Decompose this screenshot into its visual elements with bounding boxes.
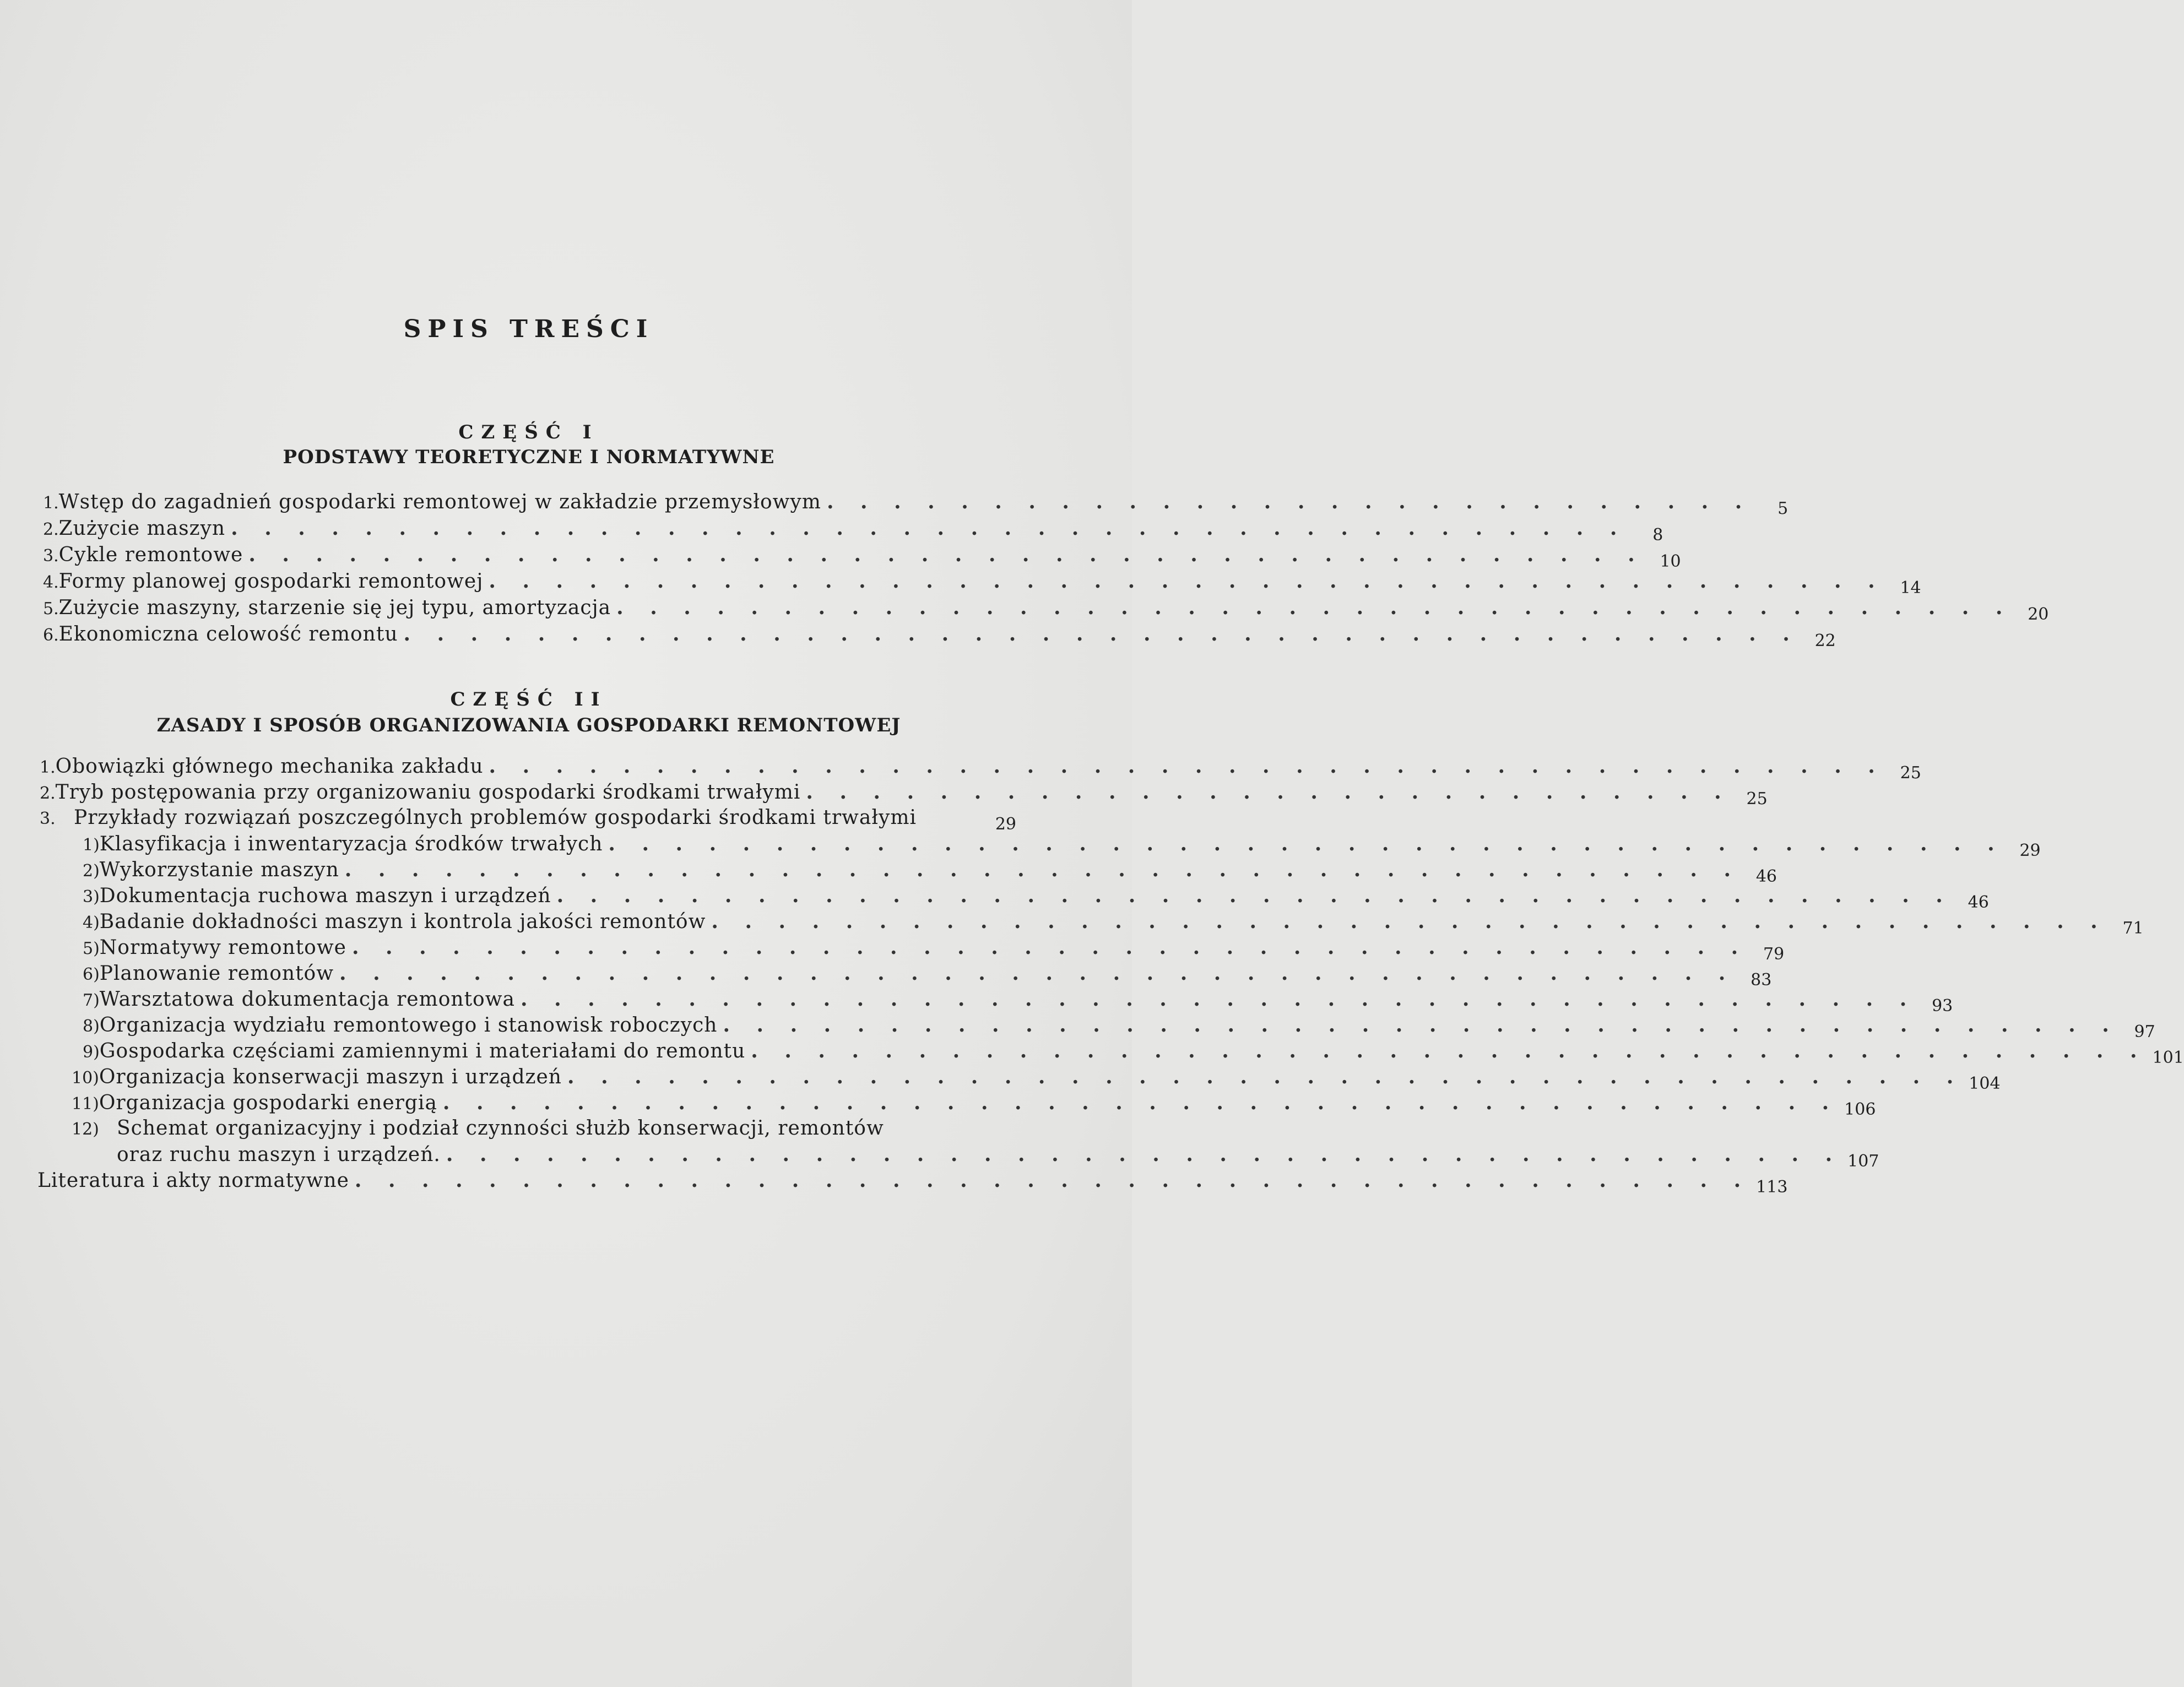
dot-leader: . . . . . . . . . . . . . . . . . . . . . . . . . . . .: [826, 490, 1752, 513]
entry-label: Cykle remontowe: [58, 544, 243, 566]
part1-title: PODSTAWY TEORETYCZNE I NORMATYWNE: [283, 446, 775, 468]
toc-entry[interactable]: [43, 568, 1921, 598]
toc-entry[interactable]: [43, 621, 1836, 650]
entry-label: Formy planowej gospodarki remontowej: [58, 570, 484, 593]
entry-page: 22: [1814, 631, 1836, 650]
entry-page: 106: [1844, 1100, 1876, 1119]
entry-number: 2): [83, 861, 100, 881]
entry-number: 7): [83, 991, 100, 1010]
dot-leader: . . . . . . . . . . . . . . . . . . . . . . . . . . . . . . . . . . . . . . . . . .: [446, 1143, 1842, 1166]
entry-page: 20: [2028, 605, 2049, 624]
entry-page: 104: [1969, 1074, 2001, 1093]
toc-entry[interactable]: [43, 541, 1681, 571]
entry-page: 29: [2019, 841, 2041, 860]
entry-page: 5: [1777, 499, 1789, 518]
dot-leader: . . . . . . . . . . . . . . . . . . . . . . . . . . . . . . . . . . . . . . . . . .: [354, 1169, 1751, 1192]
entry-number: 4.: [43, 573, 59, 592]
toc-subentry-continuation[interactable]: [117, 1141, 1879, 1171]
toc-subentry[interactable]: [72, 1089, 1876, 1119]
entry-label: Obowiązki głównego mechanika zakładu: [55, 755, 484, 778]
entry-label: Schemat organizacyjny i podział czynności służb konserwacji, remontów: [117, 1117, 884, 1140]
dot-leader: . . . . . . . . . . . . . . . . . . . . . . . . . . . . . . . . . . . . . . . . . .: [339, 962, 1736, 985]
entry-label: Przykłady rozwiązań poszczególnych problemów gospodarki środkami trwałymi: [74, 806, 917, 829]
entry-page: 46: [1755, 867, 1777, 886]
entry-number: 1.: [43, 493, 59, 513]
entry-page: 93: [1932, 996, 1953, 1016]
entry-label: Literatura i akty normatywne: [37, 1169, 349, 1192]
toc-subentry[interactable]: [83, 934, 1785, 964]
entry-number: 3.: [40, 809, 56, 828]
entry-label: Organizacja gospodarki energią: [99, 1092, 437, 1114]
entry-label: Gospodarka częściami zamiennymi i materiałami do remontu: [99, 1040, 746, 1062]
entry-number: 5): [83, 939, 100, 958]
toc-literature[interactable]: [37, 1167, 1788, 1197]
entry-label: Dokumentacja ruchowa maszyn i urządzeń: [99, 885, 551, 907]
dot-leader: . . . . . . . . . . . . . . . . . . . . . . . . . . . . . . . . . . . . . . . . . .: [248, 543, 1645, 566]
page-title: SPIS TREŚCI: [403, 315, 654, 343]
entry-page: 71: [2122, 919, 2144, 938]
entry-label: Warsztatowa dokumentacja remontowa: [99, 988, 516, 1011]
entry-number: 10): [72, 1068, 99, 1088]
dot-leader: . . . . . . . . . . . . . . . . . . . . . . . . . . . . . . . . . . . . . . . . . .: [556, 884, 1953, 907]
dot-leader: . . . . . . . . . . . . . . . . . . . . . . . . . . . . . . . . . . . . . . . . . .: [751, 1039, 2147, 1062]
entry-page: 14: [1900, 578, 1921, 598]
entry-number: 1.: [40, 758, 56, 777]
dot-leader: . . . . . . . . . . . . . . . . . . . . . . . . . . . . . . . . . . . . . . . . . .: [616, 596, 2013, 619]
toc-entry[interactable]: [40, 779, 1768, 809]
entry-page: 8: [1652, 525, 1663, 545]
dot-leader: . . . . . . . . . . . . . . . . . . . . . . . . . . . . . . . . . . . . . . . . . .: [521, 988, 1917, 1011]
toc-subentry[interactable]: [83, 856, 1777, 886]
entry-number: 6): [83, 965, 100, 984]
entry-page: 83: [1751, 970, 1772, 990]
toc-entry[interactable]: [43, 594, 2049, 624]
entry-page: 107: [1847, 1152, 1879, 1171]
entry-label: Klasyfikacja i inwentaryzacja środków trwałych: [99, 833, 603, 855]
entry-page: 25: [1900, 763, 1921, 783]
entry-label: Badanie dokładności maszyn i kontrola jakości remontów: [99, 910, 706, 933]
dot-leader: . . . . . . . . . . . . . . . . . . . . . . . . . . . . . . . . . . . . . . . . . .: [567, 1065, 1964, 1088]
dot-leader: . . . . . . . . . . . . . . . . . . . . . . . . . . . . . . . . . . . . . . . . . .: [608, 832, 2004, 855]
entry-page: 10: [1660, 552, 1681, 571]
entry-number: 8): [83, 1017, 100, 1036]
entry-number: 4): [83, 913, 100, 932]
entry-number: 12): [72, 1120, 99, 1139]
part2-title: ZASADY I SPOSÓB ORGANIZOWANIA GOSPODARKI REMONTOWEJ: [156, 714, 901, 736]
entry-page: 113: [1756, 1178, 1788, 1197]
entry-page: 79: [1763, 945, 1785, 964]
entry-page: 25: [1746, 789, 1768, 809]
dot-leader: . . . . . . . . . . . . . . . . . . . . . . . . . . . .: [806, 780, 1731, 804]
dot-leader: . . . . . . . . . . . . . . . . . . . . . . . . . . . . . . . . . . . . . . . . . .: [403, 622, 1800, 645]
toc-subentry[interactable]: [72, 1115, 1016, 1142]
dot-leader: . . . . . . . . . . . . . . . . . . . . . . . . . . . . . . . . . . . . . . . . . .: [442, 1091, 1839, 1114]
toc-subentry[interactable]: [83, 882, 1989, 912]
entry-label: Ekonomiczna celowość remontu: [58, 623, 398, 645]
entry-number: 1): [83, 836, 100, 855]
entry-number: 9): [83, 1043, 100, 1062]
entry-label: Normatywy remontowe: [99, 936, 346, 959]
toc-subentry[interactable]: [72, 1064, 2001, 1093]
toc-entry[interactable]: [40, 805, 1016, 834]
entry-label: Wykorzystanie maszyn: [99, 859, 339, 881]
entry-number: 2.: [43, 520, 59, 539]
dot-leader: . . . . . . . . . . . . . . . . . . . . . . . . . . . . . . . . . . . . . . . . . .: [489, 569, 1885, 593]
entry-number: 11): [72, 1094, 99, 1114]
entry-label: Tryb postępowania przy organizowaniu gospodarki środkami trwałymi: [55, 781, 801, 804]
toc-subentry[interactable]: [83, 1012, 2155, 1042]
entry-number: 2.: [40, 784, 56, 803]
toc-entry[interactable]: [40, 753, 1921, 783]
toc-entry[interactable]: [43, 489, 1789, 518]
dot-leader: . . . . . . . . . . . . . . . . . . . . . . . . . . . . . . . . . . . . . . . . . .: [344, 858, 1741, 881]
dot-leader: . . . . . . . . . . . . . . . . . . . . . . . . . . . . . . . . . . . . . . . . . .: [489, 755, 1885, 778]
entry-label: Planowanie remontów: [99, 962, 334, 985]
entry-number: 6.: [43, 626, 59, 645]
entry-page: 29: [995, 815, 1016, 834]
entry-number: 5.: [43, 599, 59, 619]
toc-subentry[interactable]: [83, 908, 2144, 938]
entry-page: 46: [1968, 893, 1989, 912]
part2-label: CZĘŚĆ II: [450, 688, 608, 710]
dot-leader: . . . . . . . . . . . . . . . . . . . . . . . . . . . . . . . . . . . . . . . . . .: [351, 936, 1748, 959]
entry-label: Wstęp do zagadnień gospodarki remontowej w zakładzie przemysłowym: [58, 491, 821, 513]
entry-page: 97: [2134, 1022, 2155, 1042]
entry-label: Organizacja wydziału remontowego i stanowisk roboczych: [99, 1014, 718, 1037]
entry-label: Organizacja konserwacji maszyn i urządzeń: [99, 1066, 562, 1088]
toc-subentry[interactable]: [83, 960, 1772, 990]
dot-leader: . . . . . . . . . . . . . . . . . . . . . . . . . . . . . . . . . . . . . . . . . .: [231, 517, 1627, 540]
toc-subentry[interactable]: [83, 831, 2041, 860]
toc-subentry[interactable]: [83, 1038, 2184, 1067]
toc-entry[interactable]: [43, 515, 1663, 545]
entry-number: 3): [83, 887, 100, 907]
entry-page: 101: [2152, 1048, 2184, 1067]
part1-label: CZĘŚĆ I: [458, 421, 599, 443]
entry-label: Zużycie maszyn: [58, 517, 226, 540]
dot-leader: . . . . . . . . . . . . . . . . . . . . . . . . . . . . . . . . . . . . . . . . . .: [723, 1013, 2119, 1037]
entry-number: 3.: [43, 546, 59, 566]
entry-label: Zużycie maszyny, starzenie się jej typu, amortyzacja: [58, 596, 611, 619]
entry-label-continuation: oraz ruchu maszyn i urządzeń.: [117, 1143, 441, 1166]
toc-subentry[interactable]: [83, 986, 1953, 1016]
dot-leader: . . . . . . . . . . . . . . . . . . . . . . . . . . . . . . . . . . . . . . . . . .: [711, 910, 2107, 933]
